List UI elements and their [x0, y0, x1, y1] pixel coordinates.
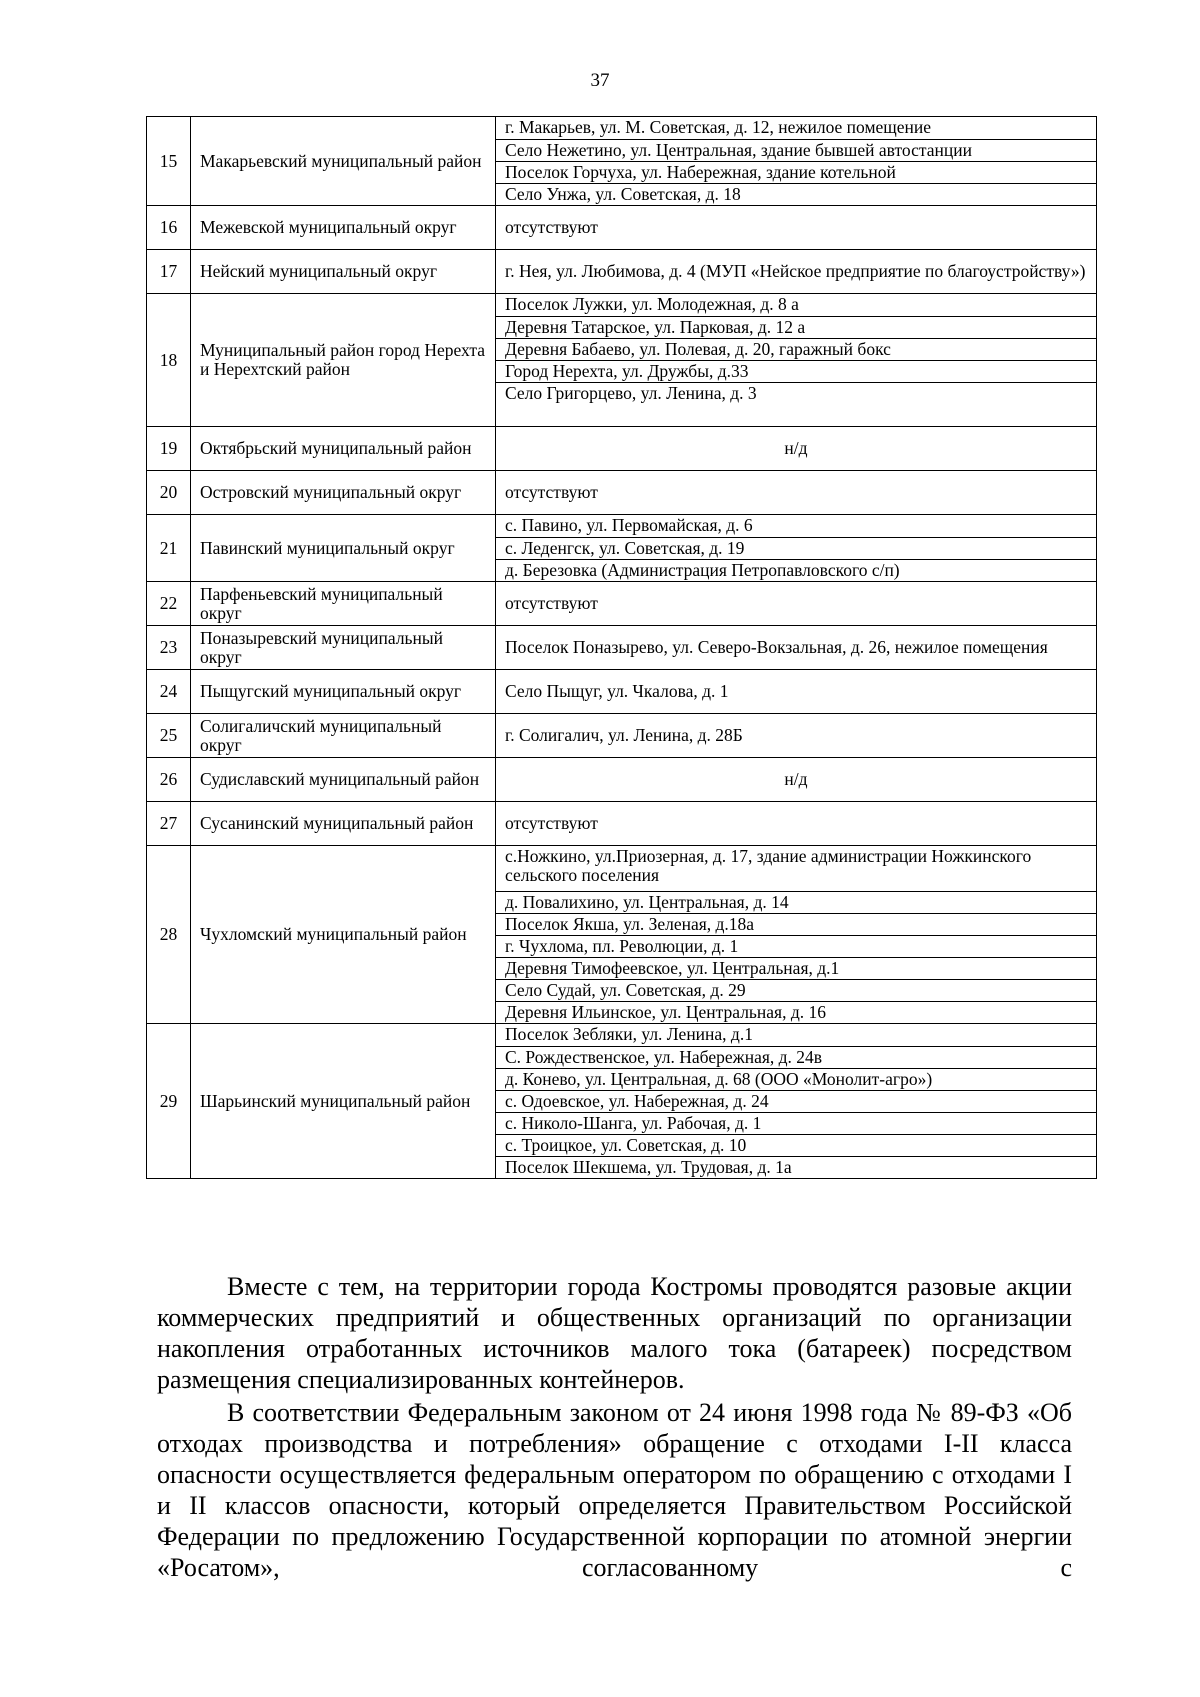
address-line: Поселок Лужки, ул. Молодежная, д. 8 а — [505, 294, 799, 314]
address-line: д. Повалихино, ул. Центральная, д. 14 — [496, 891, 1096, 913]
address-line: Поселок Горчуха, ул. Набережная, здание котельной — [496, 161, 1096, 183]
collection-addresses: г. Солигалич, ул. Ленина, д. 28Б — [496, 714, 1097, 758]
address-line: Деревня Бабаево, ул. Полевая, д. 20, гаражный бокс — [496, 338, 1096, 360]
row-number: 16 — [147, 206, 191, 250]
table-row — [147, 1024, 1097, 1179]
collection-addresses: Поселок Поназырево, ул. Северо-Вокзальная, д. 26, нежилое помещения — [496, 626, 1097, 670]
row-number: 20 — [147, 471, 191, 515]
municipality-name: Муниципальный район город Нерехта и Нерехтский район — [191, 294, 496, 427]
municipality-name: Павинский муниципальный округ — [191, 515, 496, 582]
collection-addresses: г. Нея, ул. Любимова, д. 4 (МУП «Нейское предприятие по благоустройству») — [496, 250, 1097, 294]
municipality-name: Нейский муниципальный округ — [191, 250, 496, 294]
table-row — [147, 802, 1097, 846]
address-line: Село Нежетино, ул. Центральная, здание бывшей автостанции — [496, 139, 1096, 161]
address-line: Поселок Зебляки, ул. Ленина, д.1 — [505, 1024, 753, 1044]
table-row — [147, 846, 1097, 1024]
table-row — [147, 117, 1097, 206]
municipality-name: Пыщугский муниципальный округ — [191, 670, 496, 714]
collection-addresses: отсутствуют — [496, 206, 1097, 250]
table-row — [147, 515, 1097, 582]
collection-addresses: отсутствуют — [496, 802, 1097, 846]
page-number: 37 — [590, 70, 610, 91]
table-row — [147, 626, 1097, 670]
row-number: 28 — [147, 846, 191, 1024]
address-line: Село Судай, ул. Советская, д. 29 — [496, 979, 1096, 1001]
collection-addresses — [496, 294, 1097, 427]
collection-addresses: отсутствуют — [496, 582, 1097, 626]
address-line: С. Рождественское, ул. Набережная, д. 24в — [496, 1046, 1096, 1068]
municipality-name: Сусанинский муниципальный район — [191, 802, 496, 846]
address-line: с. Одоевское, ул. Набережная, д. 24 — [496, 1090, 1096, 1112]
collection-addresses: отсутствуют — [496, 471, 1097, 515]
address-line: Село Григорцево, ул. Ленина, д. 3 — [496, 382, 1096, 426]
collection-addresses — [496, 117, 1097, 206]
table-row — [147, 427, 1097, 471]
row-number: 17 — [147, 250, 191, 294]
address-line: г. Макарьев, ул. М. Советская, д. 12, нежилое помещение — [505, 117, 932, 137]
row-number: 21 — [147, 515, 191, 582]
paragraph-2-text: В соответствии Федеральным законом от 24 июня 1998 года № 89-ФЗ «Об отходах производства и потребления» обращение с отходами I-II класса опасности осуществляется федеральным оператором по обращению с отходами I и II классов опасности, который определяется Правительством Российской Федерации по предложению Государственной корпорации по атомной энергии «Росатом», согласованному с — [157, 1398, 1072, 1582]
address-line: Город Нерехта, ул. Дружбы, д.33 — [496, 360, 1096, 382]
paragraph-2 — [157, 1397, 1072, 1583]
municipality-name: Островский муниципальный округ — [191, 471, 496, 515]
row-number: 25 — [147, 714, 191, 758]
address-line: д. Березовка (Администрация Петропавловского с/п) — [496, 559, 1096, 581]
paragraph-1 — [157, 1271, 1072, 1395]
address-line: с. Троицкое, ул. Советская, д. 10 — [496, 1134, 1096, 1156]
row-number: 24 — [147, 670, 191, 714]
row-number: 19 — [147, 427, 191, 471]
address-line: с. Павино, ул. Первомайская, д. 6 — [505, 515, 753, 535]
municipality-name: Макарьевский муниципальный район — [191, 117, 496, 206]
address-line: с. Николо-Шанга, ул. Рабочая, д. 1 — [496, 1112, 1096, 1134]
table-row — [147, 206, 1097, 250]
municipality-name: Судиславский муниципальный район — [191, 758, 496, 802]
municipality-name: Октябрьский муниципальный район — [191, 427, 496, 471]
address-line: Деревня Тимофеевское, ул. Центральная, д.1 — [496, 957, 1096, 979]
collection-addresses: н/д — [496, 758, 1097, 802]
table-row — [147, 294, 1097, 427]
row-number: 26 — [147, 758, 191, 802]
table-row — [147, 670, 1097, 714]
municipality-name: Солигаличский муниципальный округ — [191, 714, 496, 758]
row-number: 27 — [147, 802, 191, 846]
address-line: Село Унжа, ул. Советская, д. 18 — [496, 183, 1096, 205]
municipality-name: Парфеньевский муниципальный округ — [191, 582, 496, 626]
collection-addresses: н/д — [496, 427, 1097, 471]
row-number: 18 — [147, 294, 191, 427]
municipality-name: Чухломский муниципальный район — [191, 846, 496, 1024]
address-line: с.Ножкино, ул.Приозерная, д. 17, здание администрации Ножкинского сельского поселения — [505, 846, 1032, 885]
row-number: 29 — [147, 1024, 191, 1179]
paragraph-1-text: Вместе с тем, на территории города Костромы проводятся разовые акции коммерческих предприятий и общественных организаций по организации накопления отработанных источников малого тока (батареек) посредством размещения специализированных контейнеров. — [157, 1272, 1072, 1394]
table-body — [147, 117, 1097, 1179]
table-row — [147, 758, 1097, 802]
table-row — [147, 471, 1097, 515]
municipality-name: Поназыревский муниципальный округ — [191, 626, 496, 670]
collection-points-table — [146, 116, 1097, 1179]
address-line: Деревня Татарское, ул. Парковая, д. 12 а — [496, 316, 1096, 338]
table-row — [147, 250, 1097, 294]
municipality-name: Шарьинский муниципальный район — [191, 1024, 496, 1179]
collection-addresses: Село Пыщуг, ул. Чкалова, д. 1 — [496, 670, 1097, 714]
row-number: 15 — [147, 117, 191, 206]
row-number: 22 — [147, 582, 191, 626]
row-number: 23 — [147, 626, 191, 670]
collection-addresses — [496, 1024, 1097, 1179]
address-line: д. Конево, ул. Центральная, д. 68 (ООО «Монолит-агро») — [496, 1068, 1096, 1090]
collection-addresses — [496, 515, 1097, 582]
municipality-name: Межевской муниципальный округ — [191, 206, 496, 250]
table-row — [147, 714, 1097, 758]
address-line: Поселок Якша, ул. Зеленая, д.18а — [496, 913, 1096, 935]
address-line: Поселок Шекшема, ул. Трудовая, д. 1а — [496, 1156, 1096, 1178]
collection-addresses — [496, 846, 1097, 1024]
table-row — [147, 582, 1097, 626]
address-line: Деревня Ильинское, ул. Центральная, д. 16 — [496, 1001, 1096, 1023]
address-line: с. Леденгск, ул. Советская, д. 19 — [496, 537, 1096, 559]
address-line: г. Чухлома, пл. Революции, д. 1 — [496, 935, 1096, 957]
